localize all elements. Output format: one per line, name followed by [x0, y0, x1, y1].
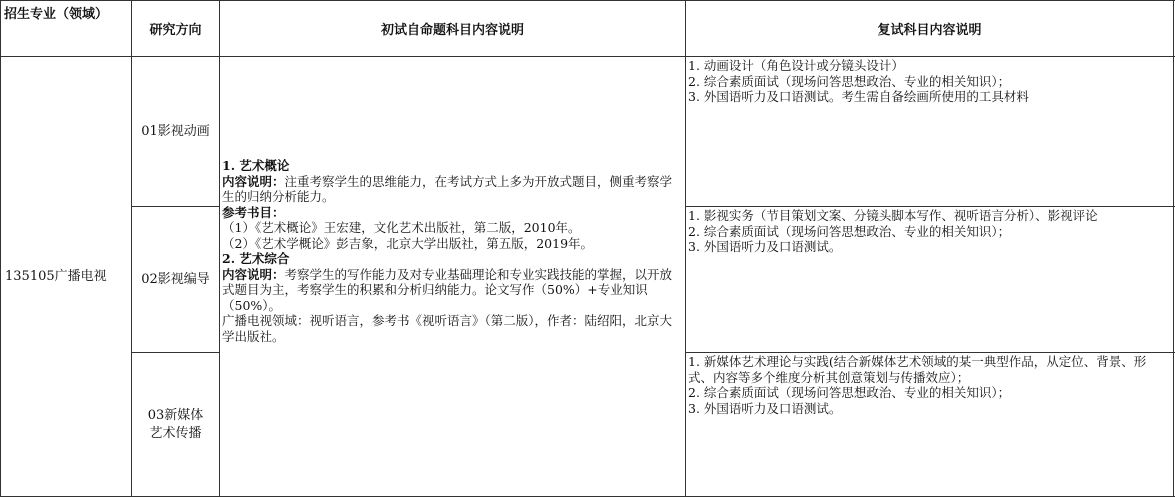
- major-name: 135105广播电视: [5, 268, 107, 284]
- direction-cell: [132, 207, 219, 352]
- column-divider: [219, 0, 220, 497]
- retest-item: 3. 外国语听力及口语测试。考生需自备绘画所使用的工具材料: [688, 89, 1029, 104]
- direction-cell: [132, 353, 219, 496]
- ref-book-item: （2）《艺术学概论》彭吉象，北京大学出版社，第五版，2019年。: [222, 235, 594, 251]
- retest-item: 3. 外国语听力及口语测试。: [688, 400, 842, 416]
- row-divider: [685, 352, 1175, 353]
- table-border-bottom: [0, 496, 1175, 497]
- retest-item: 3. 外国语听力及口语测试。: [688, 239, 842, 254]
- ref-book-item: （1）《艺术概论》王宏建，文化艺术出版社，第二版，2010年。: [222, 220, 581, 235]
- content-text: 考察学生的写作能力及对专业基础理论和专业实践技能的掌握，以开放式题目为主，考察学生的积累和分析归纳能力。论文写作（50%）+专业知识（50%）。: [222, 266, 673, 313]
- direction-name: 03新媒体艺术传播: [147, 407, 204, 441]
- art-theory-title: 1. 艺术概论: [222, 158, 290, 173]
- header-major-text: 招生专业（领域）: [4, 7, 109, 22]
- row-divider: [685, 206, 1175, 207]
- art-synthesis-title: 2. 艺术综合: [222, 251, 290, 266]
- initial-exam-cell: [222, 158, 682, 388]
- art-theory-description: [222, 174, 682, 205]
- retest-cell: [688, 58, 1170, 204]
- header-direction: [132, 1, 219, 56]
- header-retest-text: 复试科目内容说明: [877, 23, 982, 38]
- retest-cell: [688, 354, 1170, 494]
- retest-item: 1. 动画设计（角色设计或分镜头设计）: [688, 58, 904, 73]
- retest-item: 2. 综合素质面试（现场问答思想政治、专业的相关知识）；: [688, 223, 1011, 239]
- retest-item: 1. 影视实务（节目策划文案、分镜头脚本写作、视听语言分析）、影视评论: [688, 208, 1098, 223]
- content-label: 内容说明：: [222, 173, 285, 189]
- ref-books-title: 参考书目：: [222, 204, 285, 220]
- header-direction-text: 研究方向: [149, 23, 202, 38]
- retest-item: 1. 新媒体艺术理论与实践(结合新媒体艺术领域的某一典型作品，从定位、背景、形式、内容等多个维度分析其创意策划与传播效应）；: [688, 354, 1147, 385]
- content-text: 注重考察学生的思维能力，在考试方式上多为开放式题目，侧重考察学生的归纳分析能力。: [222, 173, 673, 204]
- header-initial-text: 初试自命题科目内容说明: [380, 23, 524, 38]
- direction-name: 02影视编导: [141, 271, 210, 287]
- column-divider: [685, 0, 686, 497]
- art-synthesis-description: [222, 267, 682, 314]
- direction-name: 01影视动画: [141, 123, 210, 139]
- retest-cell: [688, 208, 1170, 350]
- broadcast-note: 广播电视领域：视听语言，参考书《视听语言》（第二版），作者：陆绍阳，北京大学出版社。: [222, 313, 673, 344]
- retest-item: 2. 综合素质面试（现场问答思想政治、专业的相关知识）；: [688, 385, 1011, 400]
- header-retest: [686, 1, 1173, 56]
- table-border-right: [1173, 0, 1174, 497]
- content-label: 内容说明：: [222, 266, 285, 282]
- direction-cell: [132, 57, 219, 206]
- retest-item: 2. 综合素质面试（现场问答思想政治、专业的相关知识）；: [688, 73, 1011, 89]
- header-initial: [220, 1, 685, 56]
- header-major: [4, 6, 128, 52]
- major-cell: [1, 57, 131, 496]
